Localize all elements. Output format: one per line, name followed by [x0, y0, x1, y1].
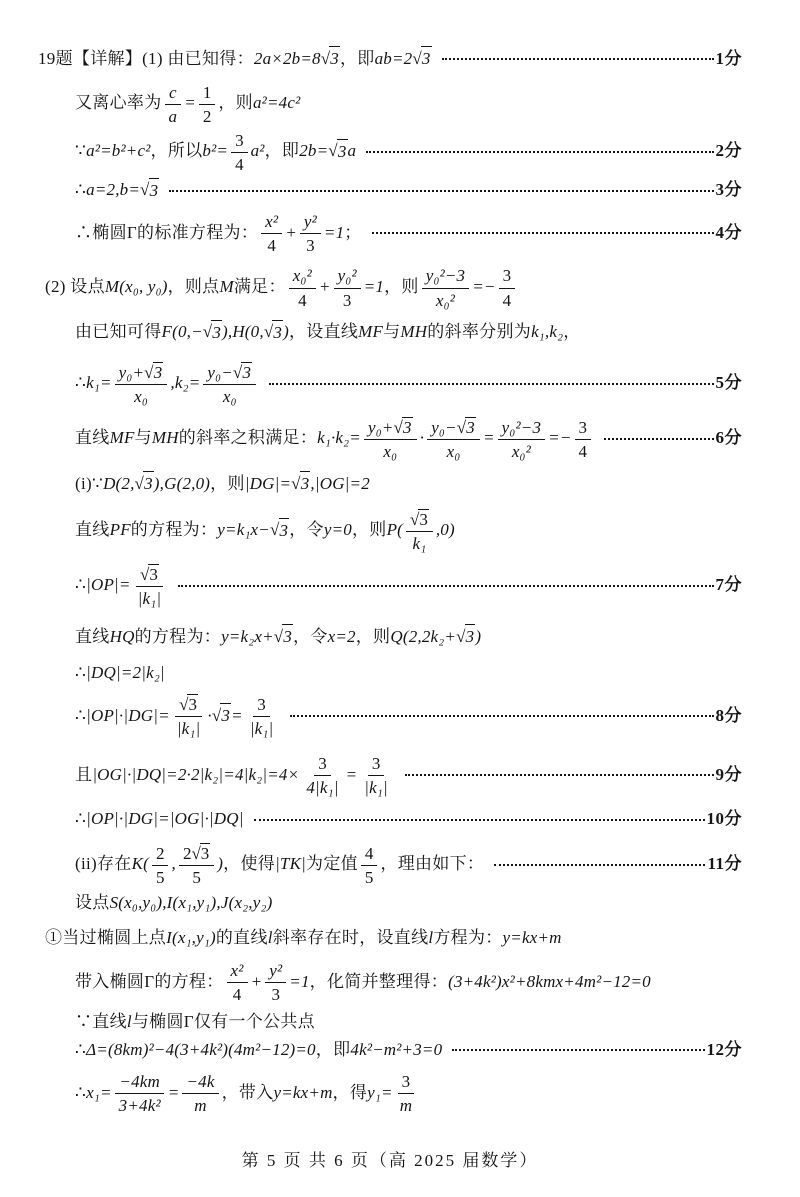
numerator: 3: [499, 265, 516, 288]
line-22: [75, 1010, 742, 1035]
score-label: 8分: [715, 705, 742, 725]
numerator: 3: [398, 1071, 415, 1094]
math-run: 2b=√: [299, 141, 338, 161]
denominator: 4: [502, 290, 512, 310]
math-run: =: [184, 93, 196, 113]
math-run: ),H(0,√: [222, 322, 274, 342]
text-run: ∴椭圆Γ的标准方程为：: [75, 223, 259, 243]
numerator: 3: [314, 753, 331, 776]
fraction: [134, 563, 166, 608]
numerator: 4: [361, 843, 378, 866]
math-run: 2a×2b=8√: [253, 48, 331, 68]
numerator: [179, 842, 214, 866]
text-run: ，即: [339, 48, 375, 68]
math-run: =: [482, 428, 495, 448]
math-run: MH: [151, 428, 179, 448]
fraction: [179, 842, 214, 887]
fraction: [364, 416, 417, 461]
numerator: [115, 361, 168, 385]
denominator: 4: [267, 236, 276, 256]
line-11: [75, 508, 742, 553]
text-run: ，则: [210, 473, 245, 493]
dotted-leader: [452, 1049, 704, 1051]
math-run: a²=b²+c²: [86, 141, 151, 161]
math-run: +: [250, 972, 263, 992]
score-label: 1分: [715, 48, 742, 68]
line-02: [75, 82, 742, 126]
therefore-symbol: ∴: [75, 705, 87, 725]
math-run: l: [428, 927, 434, 947]
therefore-symbol: ∴: [75, 180, 87, 200]
text-run: ，则: [351, 520, 387, 540]
math-run: y₀−√: [207, 363, 243, 383]
fraction: [227, 960, 248, 1004]
text-run: ，则: [355, 626, 391, 646]
score-label: 11分: [707, 854, 742, 874]
dotted-leader: [604, 438, 714, 440]
line-17: [75, 807, 742, 832]
math-run: √: [179, 695, 189, 715]
text-run: ，: [563, 322, 581, 342]
numerator: −4k: [182, 1071, 218, 1094]
dotted-leader: [366, 151, 713, 153]
text-run: 为定值: [306, 854, 358, 874]
math-run: +: [285, 223, 297, 243]
numerator: 3: [575, 417, 592, 440]
because-symbol: ∵: [75, 141, 87, 161]
text-run: ，即: [264, 141, 300, 161]
math-run: =1: [363, 277, 385, 297]
score-label: 3分: [715, 180, 742, 200]
denominator: |k₁|: [137, 589, 162, 609]
radicand: 3: [329, 46, 340, 72]
math-run: a=2,b=√: [86, 180, 150, 200]
radicand: 3: [149, 178, 160, 204]
radicand: 3: [220, 703, 231, 729]
fraction: [361, 843, 378, 887]
fraction: [427, 416, 480, 461]
math-run: ·√: [207, 705, 222, 725]
math-run: =−: [472, 277, 496, 297]
denominator: x₀²: [511, 441, 531, 461]
fraction: [182, 1071, 218, 1115]
fraction: [115, 1071, 165, 1115]
text-run: 的方程为：: [134, 626, 222, 646]
radicand: 3: [421, 46, 432, 72]
score-label: 2分: [715, 141, 742, 161]
score-label: 9分: [715, 765, 742, 785]
math-run: ): [283, 322, 289, 342]
radicand: 3: [282, 624, 293, 650]
math-run: =1: [289, 972, 310, 992]
math-run: y₀+√: [367, 418, 404, 438]
text-run: 直线: [75, 626, 110, 646]
numerator: 3: [368, 753, 385, 776]
denominator: 4: [578, 441, 587, 461]
therefore-symbol: ∴: [75, 1082, 87, 1102]
denominator: k₁: [412, 533, 427, 553]
text-run: 由已知可得: [75, 322, 162, 342]
denominator: |k₁|: [364, 778, 388, 798]
fraction: [165, 82, 182, 126]
numerator: [136, 563, 163, 587]
numerator: 1: [199, 82, 216, 105]
math-run: |OG|·|DQ|=2·2|k₂|=4|k₂|=4×: [92, 765, 300, 785]
numerator: y₀²: [334, 265, 361, 288]
radicand: 3: [300, 471, 311, 497]
fraction: [396, 1071, 416, 1115]
math-run: Δ=(8km)²−4(3+4k²)(4m²−12)=0: [86, 1040, 316, 1060]
line-08: [75, 361, 742, 406]
text-run: ，令: [293, 626, 328, 646]
radicand: 3: [465, 624, 476, 650]
denominator: 4: [235, 154, 244, 174]
math-run: x=2: [327, 626, 356, 646]
denominator: 4: [232, 985, 242, 1005]
score-label: 10分: [706, 809, 742, 829]
fraction: [575, 417, 592, 461]
math-run: =: [167, 1082, 180, 1102]
math-run: l: [126, 1011, 132, 1031]
line-12: [75, 563, 742, 608]
math-run: =1: [323, 223, 345, 243]
math-run: ): [475, 626, 482, 646]
math-run: ,k₂=: [170, 373, 201, 393]
denominator: m: [194, 1095, 207, 1115]
math-run: y=kx+m: [502, 927, 562, 947]
math-run: √: [139, 565, 150, 584]
denominator: 3: [306, 236, 315, 256]
denominator: x₀: [383, 442, 398, 462]
math-run: y=k₂x+√: [221, 626, 284, 646]
math-run: ,|OG|=2: [310, 473, 370, 493]
math-run: +: [318, 277, 331, 297]
radicand: 3: [272, 320, 283, 346]
math-run: k₁,k₂: [531, 322, 564, 342]
numerator: [203, 361, 256, 385]
radicand: 3: [279, 518, 290, 544]
text-run: 直线: [75, 428, 110, 448]
math-run: P(: [386, 520, 404, 540]
text-run: ，带入: [221, 1082, 274, 1102]
line-23: [75, 1038, 742, 1063]
radicand: 3: [419, 509, 428, 529]
numerator: 3: [253, 694, 270, 717]
radicand: 3: [188, 695, 197, 715]
math-run: y=0: [323, 520, 352, 540]
fraction: [152, 843, 169, 887]
math-run: MF: [109, 428, 135, 448]
therefore-symbol: ∴: [75, 575, 87, 595]
score-label: 5分: [715, 373, 742, 393]
line-15: [75, 693, 742, 738]
math-run: K(: [131, 854, 149, 874]
text-run: ，化简并整理得：: [309, 972, 449, 992]
fraction: [302, 753, 342, 797]
line-04: [75, 178, 742, 204]
math-run: y₀+√: [118, 363, 154, 383]
fraction: [498, 417, 546, 461]
radicand: 3: [200, 844, 210, 864]
page-footer: 第 5 页 共 6 页（高 2025 届数学）: [241, 1151, 539, 1170]
fraction: [265, 960, 286, 1004]
radicand: 3: [143, 471, 154, 497]
text-run: 又离心率为: [75, 93, 162, 113]
denominator: 5: [155, 867, 165, 887]
fraction: [360, 753, 392, 797]
math-run: |OP|=: [86, 575, 131, 595]
dotted-leader: [442, 58, 714, 60]
math-run: MH: [400, 322, 428, 342]
dotted-leader: [290, 715, 713, 717]
denominator: |k₁|: [249, 718, 274, 738]
math-run: a²: [250, 141, 265, 161]
math-run: ab=2√: [374, 48, 422, 68]
dotted-leader: [254, 819, 705, 821]
text-run: ，理由如下：: [380, 854, 485, 874]
numerator: −4km: [115, 1071, 164, 1094]
math-run: ,: [171, 854, 176, 874]
fraction: [199, 82, 216, 126]
math-run: ·: [419, 428, 425, 448]
denominator: |k₁|: [176, 719, 201, 739]
fraction: [261, 211, 282, 255]
text-run: 的斜率之积满足：: [178, 428, 318, 448]
math-run: |OP|·|DG|=: [86, 705, 170, 725]
line-06: [45, 265, 742, 309]
math-run: k₁·k₂=: [317, 428, 361, 448]
math-run: M: [219, 277, 234, 297]
math-run: F(0,−√: [161, 322, 213, 342]
text-run: 设点: [75, 893, 110, 913]
radicand: 3: [466, 418, 475, 438]
fraction: [173, 693, 205, 738]
denominator: 5: [364, 867, 374, 887]
text-run: 19题【详解】(1) 由已知得：: [38, 48, 254, 68]
math-run: |TK|: [275, 854, 307, 874]
denominator: 4|k₁|: [306, 778, 339, 798]
math-run: y₁=: [367, 1082, 393, 1102]
dotted-leader: [269, 383, 713, 385]
math-run: a: [347, 141, 357, 161]
denominator: x₀: [446, 442, 461, 462]
dotted-leader: [494, 864, 705, 866]
case-1-label: ①当过椭圆上点: [45, 927, 167, 947]
text-run: 与椭圆Γ仅有一个公共点: [131, 1011, 315, 1031]
text-run: ，则: [218, 93, 253, 113]
line-14: [75, 661, 742, 686]
fraction: [289, 265, 316, 309]
math-run: y₀−√: [431, 418, 467, 438]
text-run: 满足：: [233, 277, 286, 297]
line-07: [75, 320, 742, 346]
numerator: 3: [231, 130, 248, 153]
fraction: [231, 130, 248, 174]
numerator: y²: [300, 211, 321, 234]
text-run: ，即: [315, 1040, 351, 1060]
radicand: 3: [153, 363, 163, 383]
math-run: 2√: [182, 844, 201, 864]
text-run: ，则点: [167, 277, 220, 297]
item-i-label: (i)∵: [75, 473, 104, 493]
dotted-leader: [169, 190, 713, 192]
line-05: [75, 211, 742, 255]
fraction: [334, 265, 361, 309]
line-09: [75, 416, 742, 461]
text-run: ，得: [332, 1082, 368, 1102]
fraction: [499, 265, 516, 309]
dotted-leader: [178, 585, 713, 587]
math-run: x₁=: [86, 1082, 112, 1102]
denominator: 3+4k²: [118, 1095, 161, 1115]
radicand: 3: [211, 320, 222, 346]
text-run: 的直线: [215, 927, 268, 947]
math-run: S(x₀,y₀),I(x₁,y₁),J(x₂,y₂): [109, 893, 273, 913]
score-label: 6分: [715, 428, 742, 448]
part-2-label: (2) 设点: [45, 277, 105, 297]
numerator: [406, 508, 433, 532]
math-run: ): [217, 854, 224, 874]
denominator: 2: [202, 106, 212, 126]
math-run: |DG|=√: [244, 473, 301, 493]
score-label: 12分: [706, 1040, 742, 1060]
line-16: [75, 753, 742, 797]
therefore-symbol: ∴: [75, 809, 87, 829]
denominator: a: [168, 106, 178, 126]
numerator: y₀²−3: [498, 417, 546, 440]
math-run: D(2,√: [103, 473, 145, 493]
radicand: 3: [149, 565, 158, 584]
score-label: 7分: [715, 575, 742, 595]
math-run: MF: [358, 322, 384, 342]
text-run: 带入椭圆Γ的方程：: [75, 972, 224, 992]
math-run: l: [267, 927, 273, 947]
text-run: 与: [383, 322, 401, 342]
text-run: ，所以: [150, 141, 203, 161]
math-run: ,0): [435, 520, 455, 540]
denominator: 3: [271, 985, 281, 1005]
line-01: [38, 46, 742, 72]
therefore-symbol: ∴: [75, 1040, 87, 1060]
numerator: [175, 693, 202, 717]
denominator: 4: [298, 290, 307, 310]
denominator: 5: [192, 868, 201, 888]
fraction: [246, 694, 278, 738]
line-20: [45, 926, 742, 951]
radicand: 3: [242, 363, 252, 383]
math-run: |OP|·|DG|=|OG|·|DQ|: [86, 809, 244, 829]
math-run: =: [345, 765, 358, 785]
therefore-symbol: ∴: [75, 373, 87, 393]
math-run: |DQ|=2|k₂|: [86, 662, 165, 682]
dotted-leader: [405, 774, 714, 776]
math-run: 4k²−m²+3=0: [350, 1040, 443, 1060]
math-run: a²=4c²: [252, 93, 301, 113]
numerator: x₀²: [289, 265, 316, 288]
line-10: [75, 471, 742, 497]
denominator: x₀: [222, 387, 237, 407]
radicand: 3: [403, 418, 412, 438]
denominator: x₀: [134, 387, 148, 407]
numerator: x²: [261, 211, 282, 234]
text-run: 方程为：: [433, 927, 503, 947]
line-03: [75, 130, 742, 174]
denominator: 3: [342, 290, 352, 310]
line-24: [75, 1071, 742, 1115]
math-run: (3+4k²)x²+8kmx+4m²−12=0: [448, 972, 651, 992]
line-13: [75, 624, 742, 650]
text-run: ，设直线: [288, 322, 359, 342]
text-run: 与: [134, 428, 152, 448]
text-run: ，则: [384, 277, 419, 297]
math-run: y=k₁x−√: [217, 520, 280, 540]
numerator: y₀²−3: [422, 265, 470, 288]
denominator: x₀²: [435, 290, 456, 310]
numerator: [364, 416, 417, 440]
line-21: [75, 960, 742, 1004]
fraction: [406, 508, 433, 553]
numerator: 2: [152, 843, 169, 866]
text-run: ∵直线: [75, 1011, 127, 1031]
math-run: √: [410, 509, 420, 529]
fraction: [300, 211, 321, 255]
dotted-leader: [372, 232, 714, 234]
math-run: I(x₁,y₁): [166, 927, 216, 947]
numerator: y²: [265, 960, 286, 983]
fraction: [115, 361, 168, 406]
math-run: y=kx+m: [273, 1082, 333, 1102]
numerator: [427, 416, 480, 440]
math-run: Q(2,2k₂+√: [390, 626, 466, 646]
math-run: b²=: [202, 141, 229, 161]
text-run: 直线: [75, 520, 110, 540]
math-run: PF: [109, 520, 131, 540]
text-run: 斜率存在时，设直线: [272, 927, 429, 947]
score-label: 4分: [715, 223, 742, 243]
denominator: m: [399, 1095, 413, 1115]
therefore-symbol: ∴: [75, 662, 87, 682]
radicand: 3: [337, 139, 348, 165]
text-run: 的斜率分别为: [427, 322, 532, 342]
math-run: k₁=: [86, 373, 112, 393]
text-run: ，使得: [223, 854, 276, 874]
line-19: [75, 891, 742, 916]
numerator: x²: [227, 960, 248, 983]
numerator: c: [165, 82, 181, 105]
math-run: HQ: [109, 626, 135, 646]
line-18: [75, 842, 742, 887]
text-run: ，令: [289, 520, 324, 540]
math-run: =−: [548, 428, 572, 448]
fraction: [422, 265, 470, 309]
text-run: 的方程为：: [130, 520, 218, 540]
math-run: =: [231, 705, 243, 725]
text-run: 且: [75, 765, 93, 785]
item-ii-label: (ii)存在: [75, 854, 132, 874]
math-run: ),G(2,0): [153, 473, 211, 493]
math-run: M(x₀, y₀): [104, 277, 168, 297]
fraction: [203, 361, 256, 406]
text-run: ；: [344, 223, 362, 243]
